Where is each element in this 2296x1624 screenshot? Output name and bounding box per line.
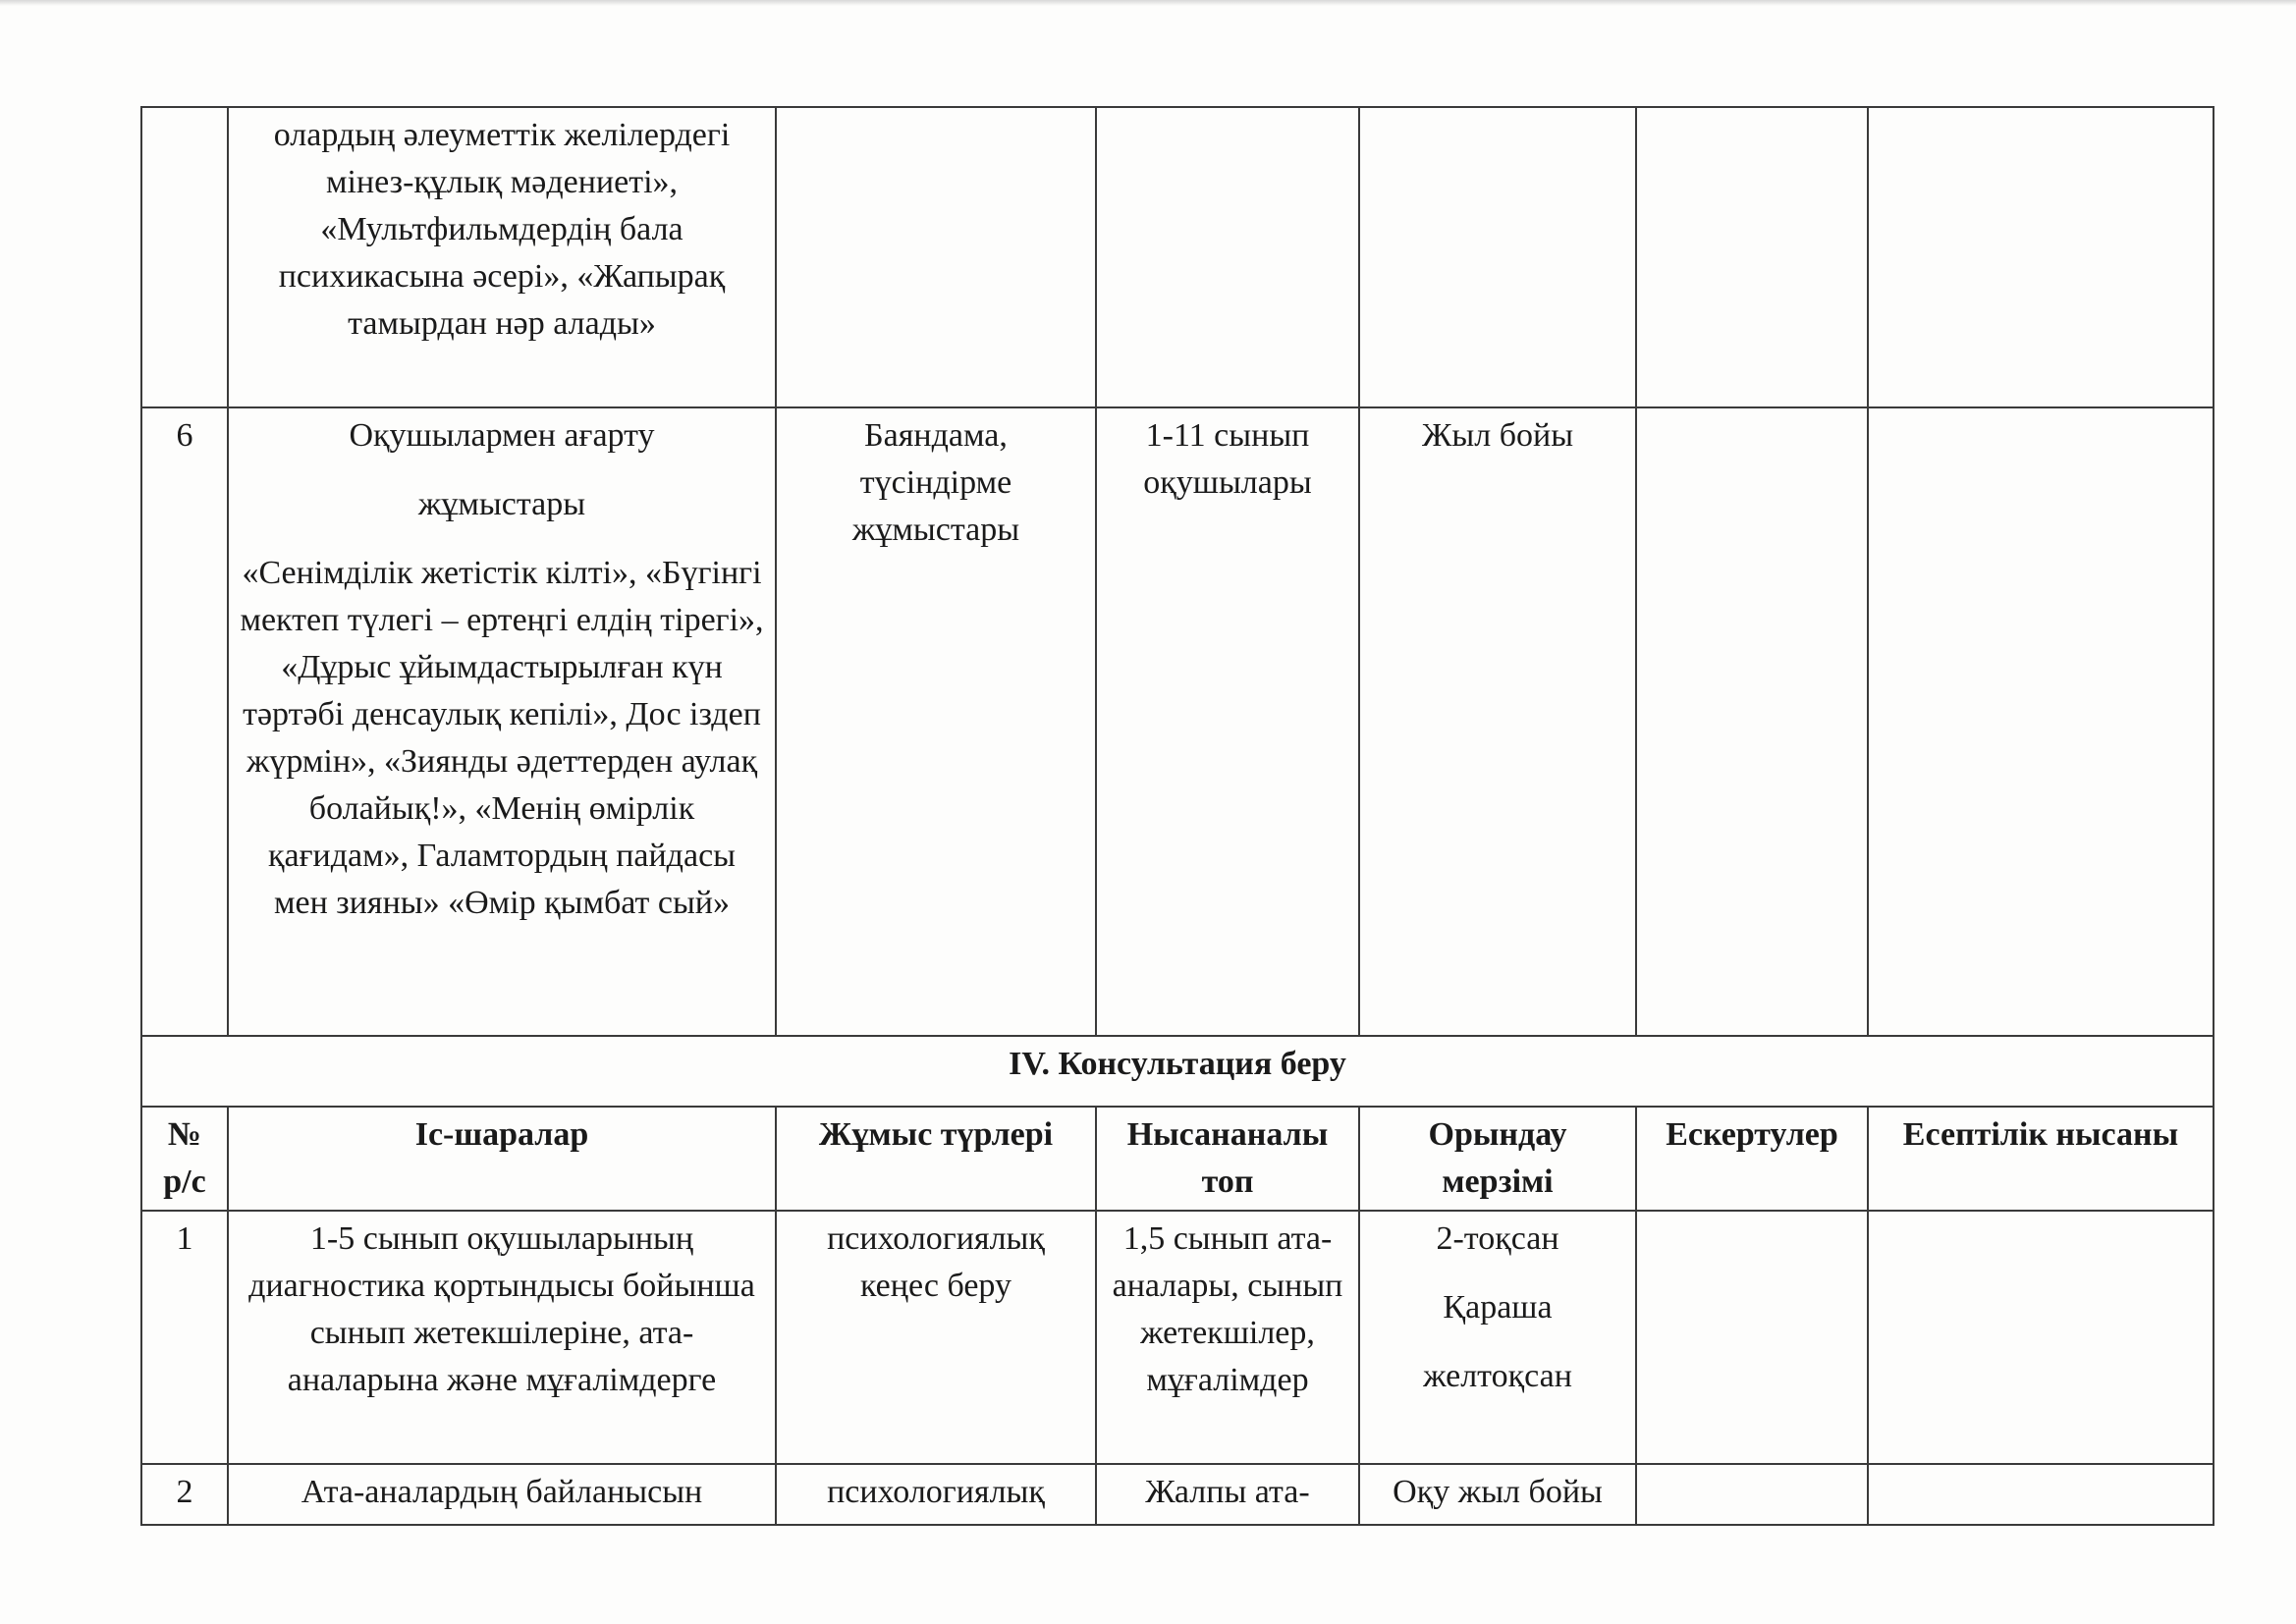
target-group-cell [1096,107,1359,407]
plan-table [140,106,2214,1526]
term-line2: Қараша [1443,1289,1553,1326]
term-cell [1359,407,1636,1036]
work-type-cell [776,107,1096,407]
report-cell [1868,407,2214,1036]
term-cell [1359,1464,1636,1525]
event-text: «Сенімділік жетістік кілті», «Бүгінгі мектеп түлегі – ертеңгі елдің тірегі», «Дұрыс ұйымдастырылған күн тәртәбі денсаулық кепілі», Дос іздеп жүрмін», «Зиянды әдеттерден аулақ болайық!», «Менің өмірлік қағидам», Галамтордың пайдасы мен зияны» «Өмір қымбат сый» [240,555,764,921]
header-notes: Ескертулер [1636,1107,1868,1211]
header-target-group: Нысананалы топ [1096,1107,1359,1211]
work-type-cell: психологиялық [776,1464,1096,1525]
report-cell [1868,1211,2214,1464]
target-group-cell: 1-11 сынып оқушылары [1096,407,1359,1036]
event-title-line1: Оқушылармен ағарту [349,417,655,454]
event-cell [228,107,776,407]
event-cell [228,407,776,1036]
term-text: Жыл бойы [1421,417,1574,454]
table-row [141,1211,2214,1464]
report-cell [1868,1464,2214,1525]
report-cell [1868,107,2214,407]
term-line3: желтоқсан [1423,1358,1572,1394]
header-row [141,1107,2214,1211]
work-type-cell: психологиялық кеңес беру [776,1211,1096,1464]
header-term: Орындау мерзімі [1359,1107,1636,1211]
notes-cell [1636,407,1868,1036]
term-text: Оқу жыл бойы [1393,1474,1603,1510]
header-event: Іс-шаралар [228,1107,776,1211]
event-cell: 1-5 сынып оқушыларының диагностика қортындысы бойынша сынып жетекшілеріне, ата-аналарына және мұғалімдерге [228,1211,776,1464]
header-num: № р/с [141,1107,228,1211]
table-row [141,107,2214,407]
header-work-type: Жұмыс түрлері [776,1107,1096,1211]
header-report: Есептілік нысаны [1868,1107,2214,1211]
term-cell [1359,107,1636,407]
row-number [141,107,228,407]
notes-cell [1636,107,1868,407]
row-number: 1 [141,1211,228,1464]
section-title: IV. Консультация беру [141,1036,2214,1107]
table-row [141,1464,2214,1525]
table-row [141,407,2214,1036]
work-type-cell: Баяндама, түсіндірме жұмыстары [776,407,1096,1036]
event-title-line2: жұмыстары [417,486,586,522]
event-cell: Ата-аналардың байланысын [228,1464,776,1525]
section-row [141,1036,2214,1107]
row-number: 2 [141,1464,228,1525]
notes-cell [1636,1464,1868,1525]
scan-edge-shadow [0,0,2296,6]
notes-cell [1636,1211,1868,1464]
row-number: 6 [141,407,228,1036]
target-group-cell: 1,5 сынып ата-аналары, сынып жетекшілер, мұғалімдер [1096,1211,1359,1464]
term-cell [1359,1211,1636,1464]
term-line1: 2-тоқсан [1436,1220,1559,1257]
event-text: олардың әлеуметтік желілердегі мінез-құлық мәдениеті», «Мультфильмдердің бала психикасына әсері», «Жапырақ тамырдан нәр алады» [273,117,731,342]
target-group-cell: Жалпы ата- [1096,1464,1359,1525]
